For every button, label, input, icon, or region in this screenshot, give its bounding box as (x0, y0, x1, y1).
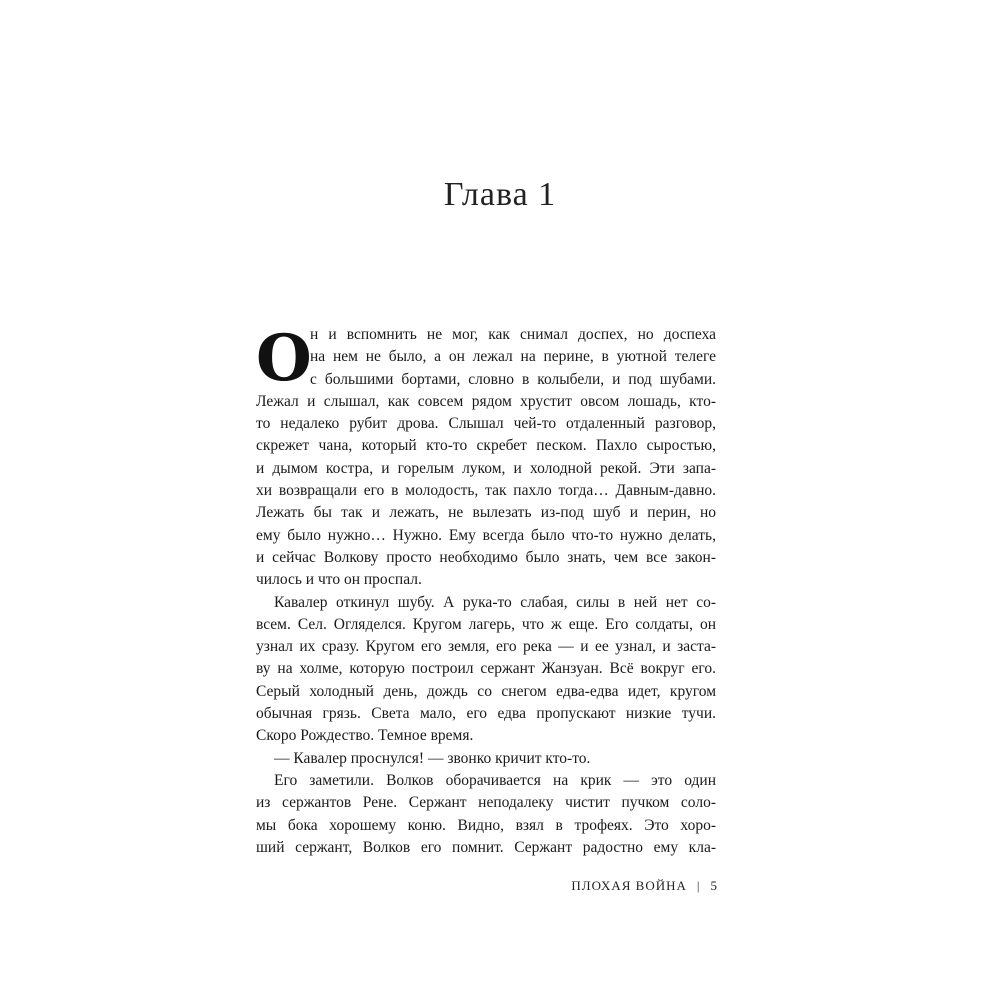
text-line: Лежать бы так и лежать, не вылезать из-под шуб и перин, но (256, 504, 716, 522)
text-line: из сержантов Рене. Сержант неподалеку чистит пучком соло- (256, 794, 716, 812)
text-line: ший сержант, Волков его помнит. Сержант радостно ему кла- (256, 838, 716, 856)
text-line: с большими бортами, словно в колыбели, и под шубами. (310, 370, 716, 388)
text-line: Серый холодный день, дождь со снегом едва-едва идет, кругом (256, 682, 716, 700)
paragraph-3 (256, 748, 716, 770)
page-number: 5 (710, 878, 718, 893)
text-line: мы бока хорошему коню. Видно, взял в трофеях. Это хоро- (256, 816, 716, 834)
text-line: Его заметили. Волков оборачивается на крик — это один (274, 771, 716, 789)
text-line: н и вспомнить не мог, как снимал доспех, но доспеха (310, 326, 716, 343)
paragraph-1 (256, 321, 716, 396)
text-line: — Кавалер проснулся! — звонко кричит кто-то. (274, 749, 591, 767)
text-line: Скоро Рождество. Темное время. (256, 727, 474, 745)
text-line: чилось и что он проспал. (256, 571, 422, 589)
text-line: Лежал и слышал, как совсем рядом хрустит овсом лошадь, кто- (256, 392, 716, 410)
running-footer (500, 878, 718, 894)
text-line: и дымом костра, и горелым луком, и холодной рекой. Эти запа- (256, 459, 716, 477)
drop-cap: О (256, 321, 312, 396)
text-line: ву на холме, которую построил сержант Жанзуан. Всё вокруг его. (256, 660, 716, 678)
text-line: и сейчас Волкову просто необходимо было знать, чем все закон- (256, 548, 716, 566)
text-line: всем. Сел. Огляделся. Кругом лагерь, что ж еще. Его солдаты, он (256, 615, 716, 633)
paragraph-1-continued (256, 391, 716, 592)
text-line: на нем не было, а он лежал на перине, в уютной телеге (310, 348, 716, 366)
chapter-title: Глава 1 (443, 176, 557, 213)
text-line: Кавалер откинул шубу. А рука-то слабая, силы в ней нет со- (274, 593, 716, 611)
paragraph-4 (256, 770, 716, 859)
text-line: обычная грязь. Света мало, его едва пропускают низкие тучи. (256, 705, 716, 723)
text-line: ему было нужно… Нужно. Ему всегда было что-то нужно делать, (256, 526, 716, 544)
running-title: ПЛОХАЯ ВОЙНА (571, 878, 687, 893)
text-line: узнал их сразу. Кругом его земля, его река — и ее узнал, и заста- (256, 638, 716, 656)
text-line: хи возвращали его в молодость, так пахло тогда… Давным-давно. (256, 482, 716, 500)
paragraph-2 (256, 592, 716, 748)
text-line: то недалеко рубит дрова. Слышал чей-то отдаленный разговор, (256, 415, 716, 433)
footer-separator: | (696, 878, 701, 893)
body-text (256, 321, 716, 859)
text-line: скрежет чана, который кто-то скребет песком. Пахло сыростью, (256, 437, 716, 455)
